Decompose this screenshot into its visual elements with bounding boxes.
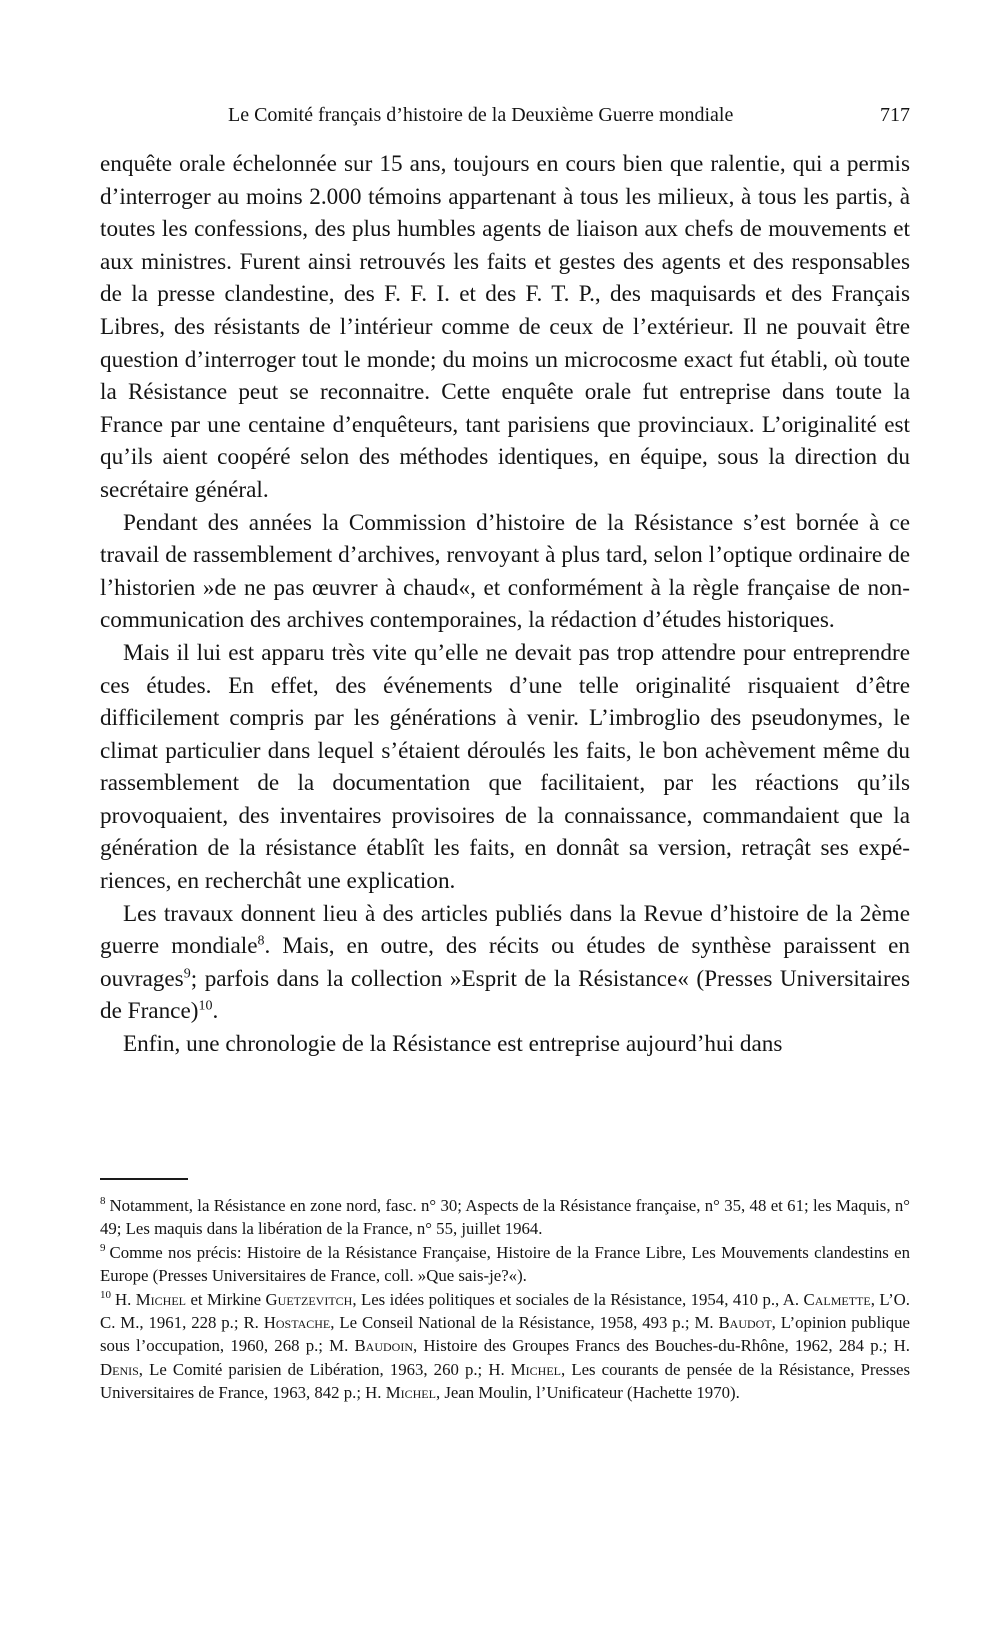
footnote-marker: 9 — [100, 1242, 106, 1255]
footnote-text: Notamment, la Résistance en zone nord, fasc. n° 30; Aspects de la Résistance française, n° 35, 48 et 61; les Maquis, n° 49; Les maquis dans la libération de la France, n° 55, juillet 1964. — [100, 1196, 910, 1239]
author-name: Calmette — [803, 1289, 871, 1309]
footnote-ref-9: 9 — [183, 966, 191, 982]
footnote-text: , Le Conseil National de la Résistance, 1958, 493 p.; M. — [330, 1313, 719, 1333]
footnote-marker: 8 — [100, 1195, 106, 1208]
footnote-ref-8: 8 — [257, 933, 265, 949]
author-name: Baudot — [718, 1313, 772, 1333]
footnotes — [100, 1194, 910, 1405]
author-name: Michel — [135, 1289, 187, 1309]
author-name: Baudoin — [354, 1336, 414, 1356]
author-name: Michel — [510, 1359, 562, 1379]
footnote-text: , Les idées politiques et sociales de la Résistance, 1954, 410 p., A. — [352, 1289, 804, 1309]
footnote-text: , Histoire des Groupes Francs des Bouches-du-Rhône, 1962, 284 p.; H. — [413, 1336, 910, 1356]
footnote-text: , Jean Moulin, l’Unificateur (Hachette 1970). — [435, 1383, 740, 1403]
footnote-text: , L’O. C. M., 1961, 228 p.; R. — [100, 1289, 910, 1333]
paragraph-text: . — [212, 998, 219, 1025]
body-text — [100, 148, 910, 1061]
paragraph: Mais il lui est apparu très vite qu’elle ne devait pas trop attendre pour entreprendre ces études. En effet, des événements d’une telle originalité risquaient d’être difficilement compris par les générations à venir. L’imbroglio des pseudonymes, le climat particulier dans lequel s’étaient déroulés les faits, le bon achèvement même du rassemblement de la documentation que facilitaient, par les réactions qu’ils provoquaient, des inventaires provisoires de la connaissance, commandaient que la génération de la résistance établît les faits, en donnât sa version, retraçât ses expériences, en recherchât une explication. — [100, 639, 910, 895]
paragraph-continues: Enfin, une chronologie de la Résistance est entreprise aujourd’hui dans — [123, 1031, 783, 1058]
footnote-ref-10: 10 — [198, 998, 213, 1014]
footnote-text: , L’opinion publique sous l’occupation, 1960, 268 p.; M. — [100, 1313, 910, 1356]
footnote-8 — [100, 1194, 910, 1241]
footnote-text: , Le Comité parisien de Libération, 1963, 260 p.; H. — [138, 1359, 511, 1379]
footnote-text: et Mirkine — [186, 1289, 266, 1309]
paragraph-text: . Mais, en outre, des récits ou études de synthèse paraissent en ouvrages — [100, 933, 910, 992]
paragraph: Pendant des années la Commission d’histoire de la Résistance s’est bornée à ce travail de rassemblement d’archives, renvoyant à plus tard, selon l’optique ordinaire de l’historien »de ne pas œuvrer à chaud«, et conformément à la règle française de non-communication des archives contemporaines, la rédaction d’études historiques. — [100, 509, 910, 634]
footnote-text: , Les courants de pensée de la Résistance, Presses Universitaires de France, 1963, 842 p.; H. — [100, 1359, 910, 1403]
footnote-text: H. — [115, 1289, 136, 1309]
running-head — [160, 100, 910, 130]
paragraph-text: Les travaux donnent lieu à des articles publiés dans la Revue d’histoire de la 2ème guerre mondiale — [100, 900, 910, 960]
running-title: Le Comité français d’histoire de la Deuxième Guerre mondiale — [228, 104, 734, 126]
paragraph-with-footnote-refs — [100, 898, 910, 1028]
footnote-marker: 10 — [100, 1289, 111, 1302]
footnote-separator — [100, 1178, 188, 1180]
author-name: Guetzevitch — [265, 1289, 353, 1309]
footnote-9 — [100, 1241, 910, 1288]
footnote-10 — [100, 1288, 910, 1405]
author-name: Hostache — [263, 1313, 331, 1333]
page-number: 717 — [880, 104, 910, 126]
author-name: Denis — [100, 1359, 139, 1379]
footnote-text: Comme nos précis: Histoire de la Résistance Française, Histoire de la France Libre, Les Mouvements clandestins en Europe (Presses Universitaires de France, coll. »Que sais-je?«). — [100, 1242, 910, 1286]
author-name: Michel — [385, 1383, 436, 1403]
paragraph-continued: enquête orale échelonnée sur 15 ans, toujours en cours bien que ralentie, qui a permis d’interroger au moins 2.000 témoins appartenant à tous les milieux, à tous les partis, à toutes les confessions, des plus humbles agents de liaison aux chefs de mouvements et aux ministres. Furent ainsi retrouvés les faits et gestes des agents et des responsables de la presse clandestine, des F. F. I. et des F. T. P., des maquisards et des Français Libres, des résistants de l’intérieur comme de ceux de l’extérieur. Il ne pouvait être question d’interroger tout le monde; du moins un microcosme exact fut établi, où toute la Résistance peut se reconnaitre. Cette enquête orale fut entreprise dans toute la France par une centaine d’enquêteurs, tant parisiens que provinciaux. L’originalité est qu’ils aient coopéré selon des méthodes identiques, en équipe, sous la direction du secrétaire général. — [100, 151, 910, 503]
paragraph-text: ; parfois dans la collection »Esprit de la Résistance« (Presses Universitaires de France) — [100, 965, 910, 1025]
